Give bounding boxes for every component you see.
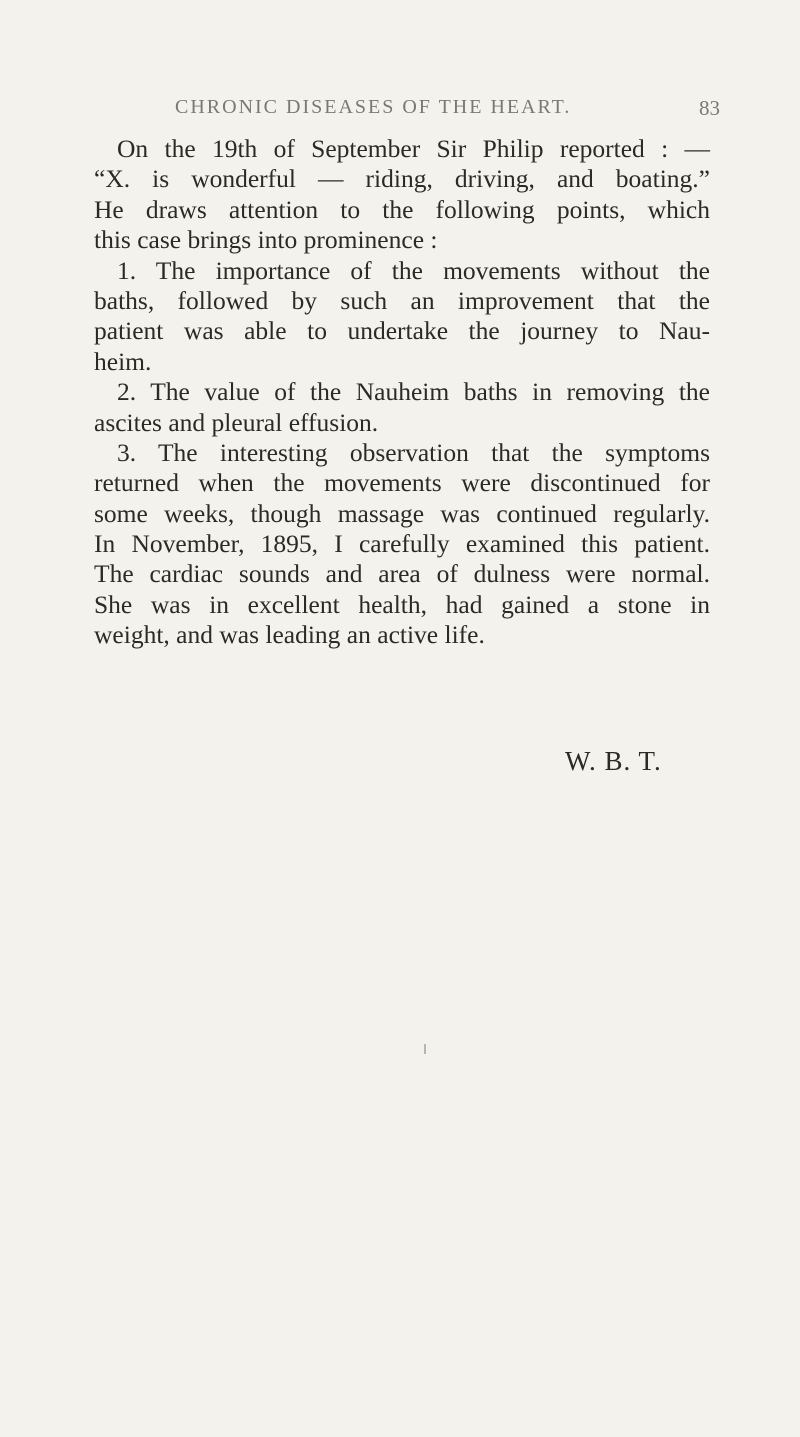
page-number: 83 — [699, 96, 720, 120]
text-line: ascites and pleural effusion. — [94, 407, 379, 437]
text-line: She was in excellent health, had gained a stone in — [94, 589, 710, 619]
body-text — [94, 134, 710, 651]
text-line: He draws attention to the following points, which — [94, 194, 710, 224]
text-line: some weeks, though massage was continued regularly. — [94, 498, 710, 528]
running-head: CHRONIC DISEASES OF THE HEART. — [175, 96, 572, 118]
text-line: heim. — [94, 346, 152, 376]
text-line: 3. The interesting observation that the symptoms — [117, 437, 710, 467]
text-line: On the 19th of September Sir Philip reported : — — [117, 134, 710, 163]
text-line: “X. is wonderful — riding, driving, and boating.” — [94, 164, 710, 194]
signature-initials: W. B. T. — [565, 746, 662, 776]
text-line: The cardiac sounds and area of dulness were normal. — [94, 559, 710, 589]
text-line: 2. The value of the Nauheim baths in removing the — [117, 377, 710, 407]
text-line: baths, followed by such an improvement that the — [94, 285, 710, 315]
text-line: In November, 1895, I carefully examined this patient. — [94, 529, 710, 559]
text-line: 1. The importance of the movements without the — [117, 255, 710, 285]
text-line: this case brings into prominence : — [94, 225, 438, 255]
text-line: patient was able to undertake the journey to Nau- — [94, 316, 710, 346]
text-line: weight, and was leading an active life. — [94, 620, 485, 650]
paper-speck — [424, 1044, 426, 1054]
text-line: returned when the movements were discontinued for — [94, 468, 710, 498]
